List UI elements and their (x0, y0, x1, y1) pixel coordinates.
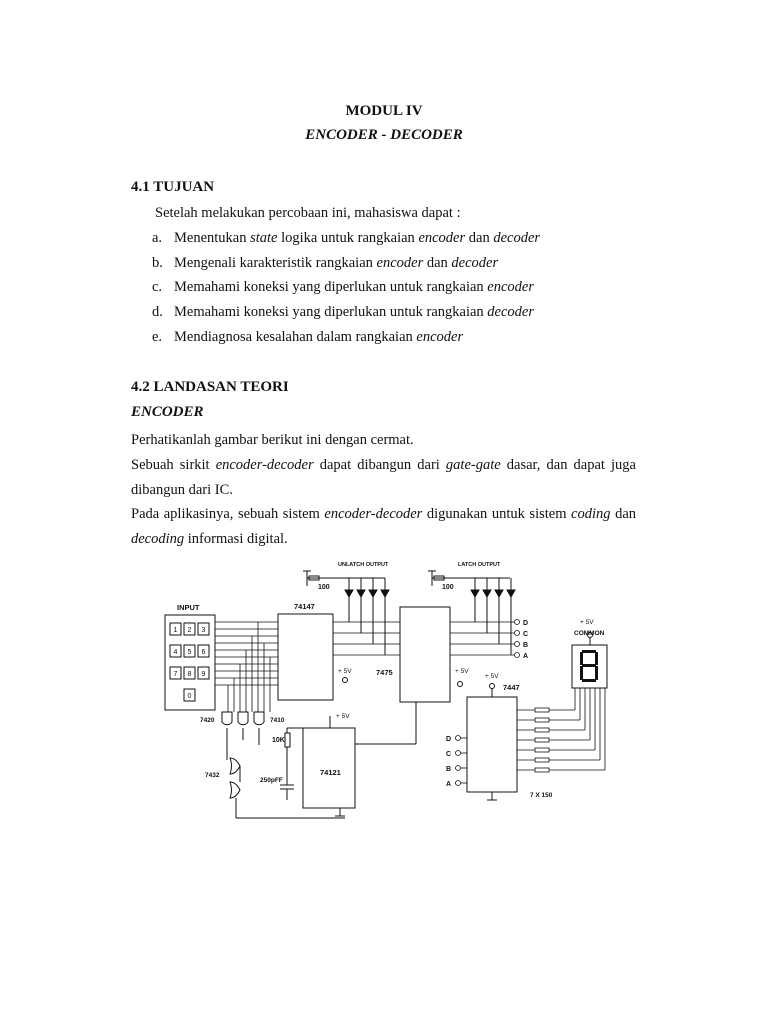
italic-term: state (250, 230, 278, 246)
text-run: Mengenali karakteristik rangkaian (174, 255, 377, 271)
latch-output-wires (450, 620, 520, 658)
gate-7432-label: 7432 (205, 772, 220, 779)
latch-bit-label: C (523, 631, 529, 638)
encoder-subheading: ENCODER (131, 404, 204, 420)
italic-term: decoder (493, 230, 541, 246)
text-run: Sebuah sirkit (131, 457, 216, 473)
ic-74147 (278, 614, 333, 700)
seven-segment-digit-icon (580, 650, 598, 682)
objective-item (152, 230, 540, 247)
input-label: INPUT (177, 603, 200, 612)
decoder-input-wires (456, 736, 468, 786)
ic-7447 (467, 697, 517, 792)
or-gate-7432-a (230, 758, 240, 774)
resistor-100-b-label: 100 (442, 584, 454, 591)
keypad-keys (170, 623, 209, 701)
text-run: dapat dibangun dari (313, 457, 446, 473)
objective-item (152, 329, 463, 346)
common-label: COMMON (574, 630, 605, 637)
key-label: 8 (187, 671, 192, 678)
vcc-terminal (343, 678, 348, 683)
nand-gate-7420-c (254, 712, 264, 725)
key-label: 3 (201, 627, 206, 634)
gate-7410-label: 7410 (270, 717, 285, 724)
text-run: dan (610, 506, 637, 522)
italic-term: encoder (487, 279, 534, 295)
text-run: Memahami koneksi yang diperlukan untuk rangkaian (174, 279, 488, 295)
objective-letter: a. (152, 230, 163, 246)
module-subtitle: ENCODER - DECODER (305, 127, 463, 143)
latch-output-label: LATCH OUTPUT (458, 562, 501, 568)
gate-7420-label: 7420 (200, 717, 215, 724)
key-label: 1 (173, 627, 178, 634)
text-run: Memahami koneksi yang diperlukan untuk rangkaian (174, 304, 488, 320)
text-run: dasar, dan dapat juga dibangun dari IC. (131, 457, 636, 498)
keypad-bus-wires (215, 622, 278, 712)
or-gate-7432-b (230, 782, 240, 798)
key-label: 5 (187, 649, 192, 656)
decoder-bit-label: A (446, 781, 452, 788)
section-heading-landasan-teori: 4.2 LANDASAN TEORI (131, 379, 289, 395)
vcc-label: + 5V (336, 713, 350, 720)
ic-7447-label: 7447 (503, 683, 520, 692)
italic-term: encoder-decoder (215, 457, 314, 473)
key-label: 6 (201, 649, 206, 656)
encoder-decoder-circuit-diagram (160, 552, 630, 832)
text-run: Menentukan (174, 230, 251, 246)
decoder-bit-label: B (446, 766, 452, 773)
resistor-100-a-label: 100 (318, 584, 330, 591)
paragraph: Perhatikanlah gambar berikut ini dengan cermat. (131, 432, 414, 448)
italic-term: decoder (451, 255, 499, 271)
objective-item (152, 279, 534, 296)
vcc-label: + 5V (485, 673, 499, 680)
italic-term: encoder-decoder (324, 506, 423, 522)
ic-74147-label: 74147 (294, 602, 315, 611)
objective-letter: b. (152, 255, 163, 271)
text-run: digunakan untuk sistem (422, 506, 572, 522)
italic-term: decoding (131, 530, 185, 547)
vcc-label: + 5V (338, 668, 352, 675)
resistor-10k-label: 10K (272, 737, 285, 744)
latch-bit-label: B (523, 642, 529, 649)
text-run: dan (465, 230, 494, 246)
text-run: dan (423, 255, 452, 271)
objective-item (152, 255, 498, 272)
ic-7475-label: 7475 (376, 668, 393, 677)
vcc-label: + 5V (455, 668, 469, 675)
text-run: informasi digital. (184, 530, 288, 547)
vcc-label: + 5V (580, 619, 594, 626)
italic-term: coding (571, 506, 611, 522)
objective-item (152, 304, 534, 321)
objective-letter: e. (152, 329, 163, 345)
latch-bit-label: A (523, 653, 529, 660)
module-title: MODUL IV (345, 103, 423, 119)
key-label: 0 (187, 693, 192, 700)
italic-term: gate-gate (445, 457, 501, 473)
key-label: 9 (201, 671, 206, 678)
vcc-terminal (490, 684, 495, 689)
decoder-bit-label: C (446, 751, 452, 758)
key-label: 4 (173, 649, 178, 656)
key-label: 2 (187, 627, 192, 634)
resistor-10k (285, 733, 290, 747)
latch-leds (471, 578, 515, 655)
text-run: logika untuk rangkaian (277, 230, 419, 246)
vcc-terminal (458, 682, 463, 687)
italic-term: encoder (416, 329, 464, 345)
ic-74121-label: 74121 (320, 768, 341, 777)
section-intro: Setelah melakukan percobaan ini, mahasiswa dapat : (155, 205, 461, 221)
resistor-array (517, 688, 605, 772)
italic-term: encoder (418, 230, 466, 246)
paragraph (131, 453, 636, 502)
key-label: 7 (173, 671, 178, 678)
resistor-array-label: 7 X 150 (530, 792, 553, 799)
nand-gate-7420-a (222, 712, 232, 725)
capacitor-label: 250pFF (260, 777, 283, 784)
section-heading-tujuan: 4.1 TUJUAN (131, 179, 215, 195)
italic-term: decoder (487, 304, 534, 320)
latch-bit-label: D (523, 620, 529, 627)
text-run: Mendiagnosa kesalahan dalam rangkaian (174, 329, 417, 345)
nand-gate-7420-b (238, 712, 248, 725)
paragraph (131, 502, 636, 551)
ic-7475 (400, 607, 450, 702)
unlatch-output-label: UNLATCH OUTPUT (338, 562, 389, 568)
encoder-output-wires (333, 622, 400, 655)
italic-term: encoder (376, 255, 424, 271)
unlatch-leds (345, 578, 389, 655)
objective-letter: d. (152, 304, 163, 320)
decoder-bit-label: D (446, 736, 452, 743)
objective-letter: c. (152, 279, 163, 295)
text-run: Pada aplikasinya, sebuah sistem (131, 506, 325, 522)
